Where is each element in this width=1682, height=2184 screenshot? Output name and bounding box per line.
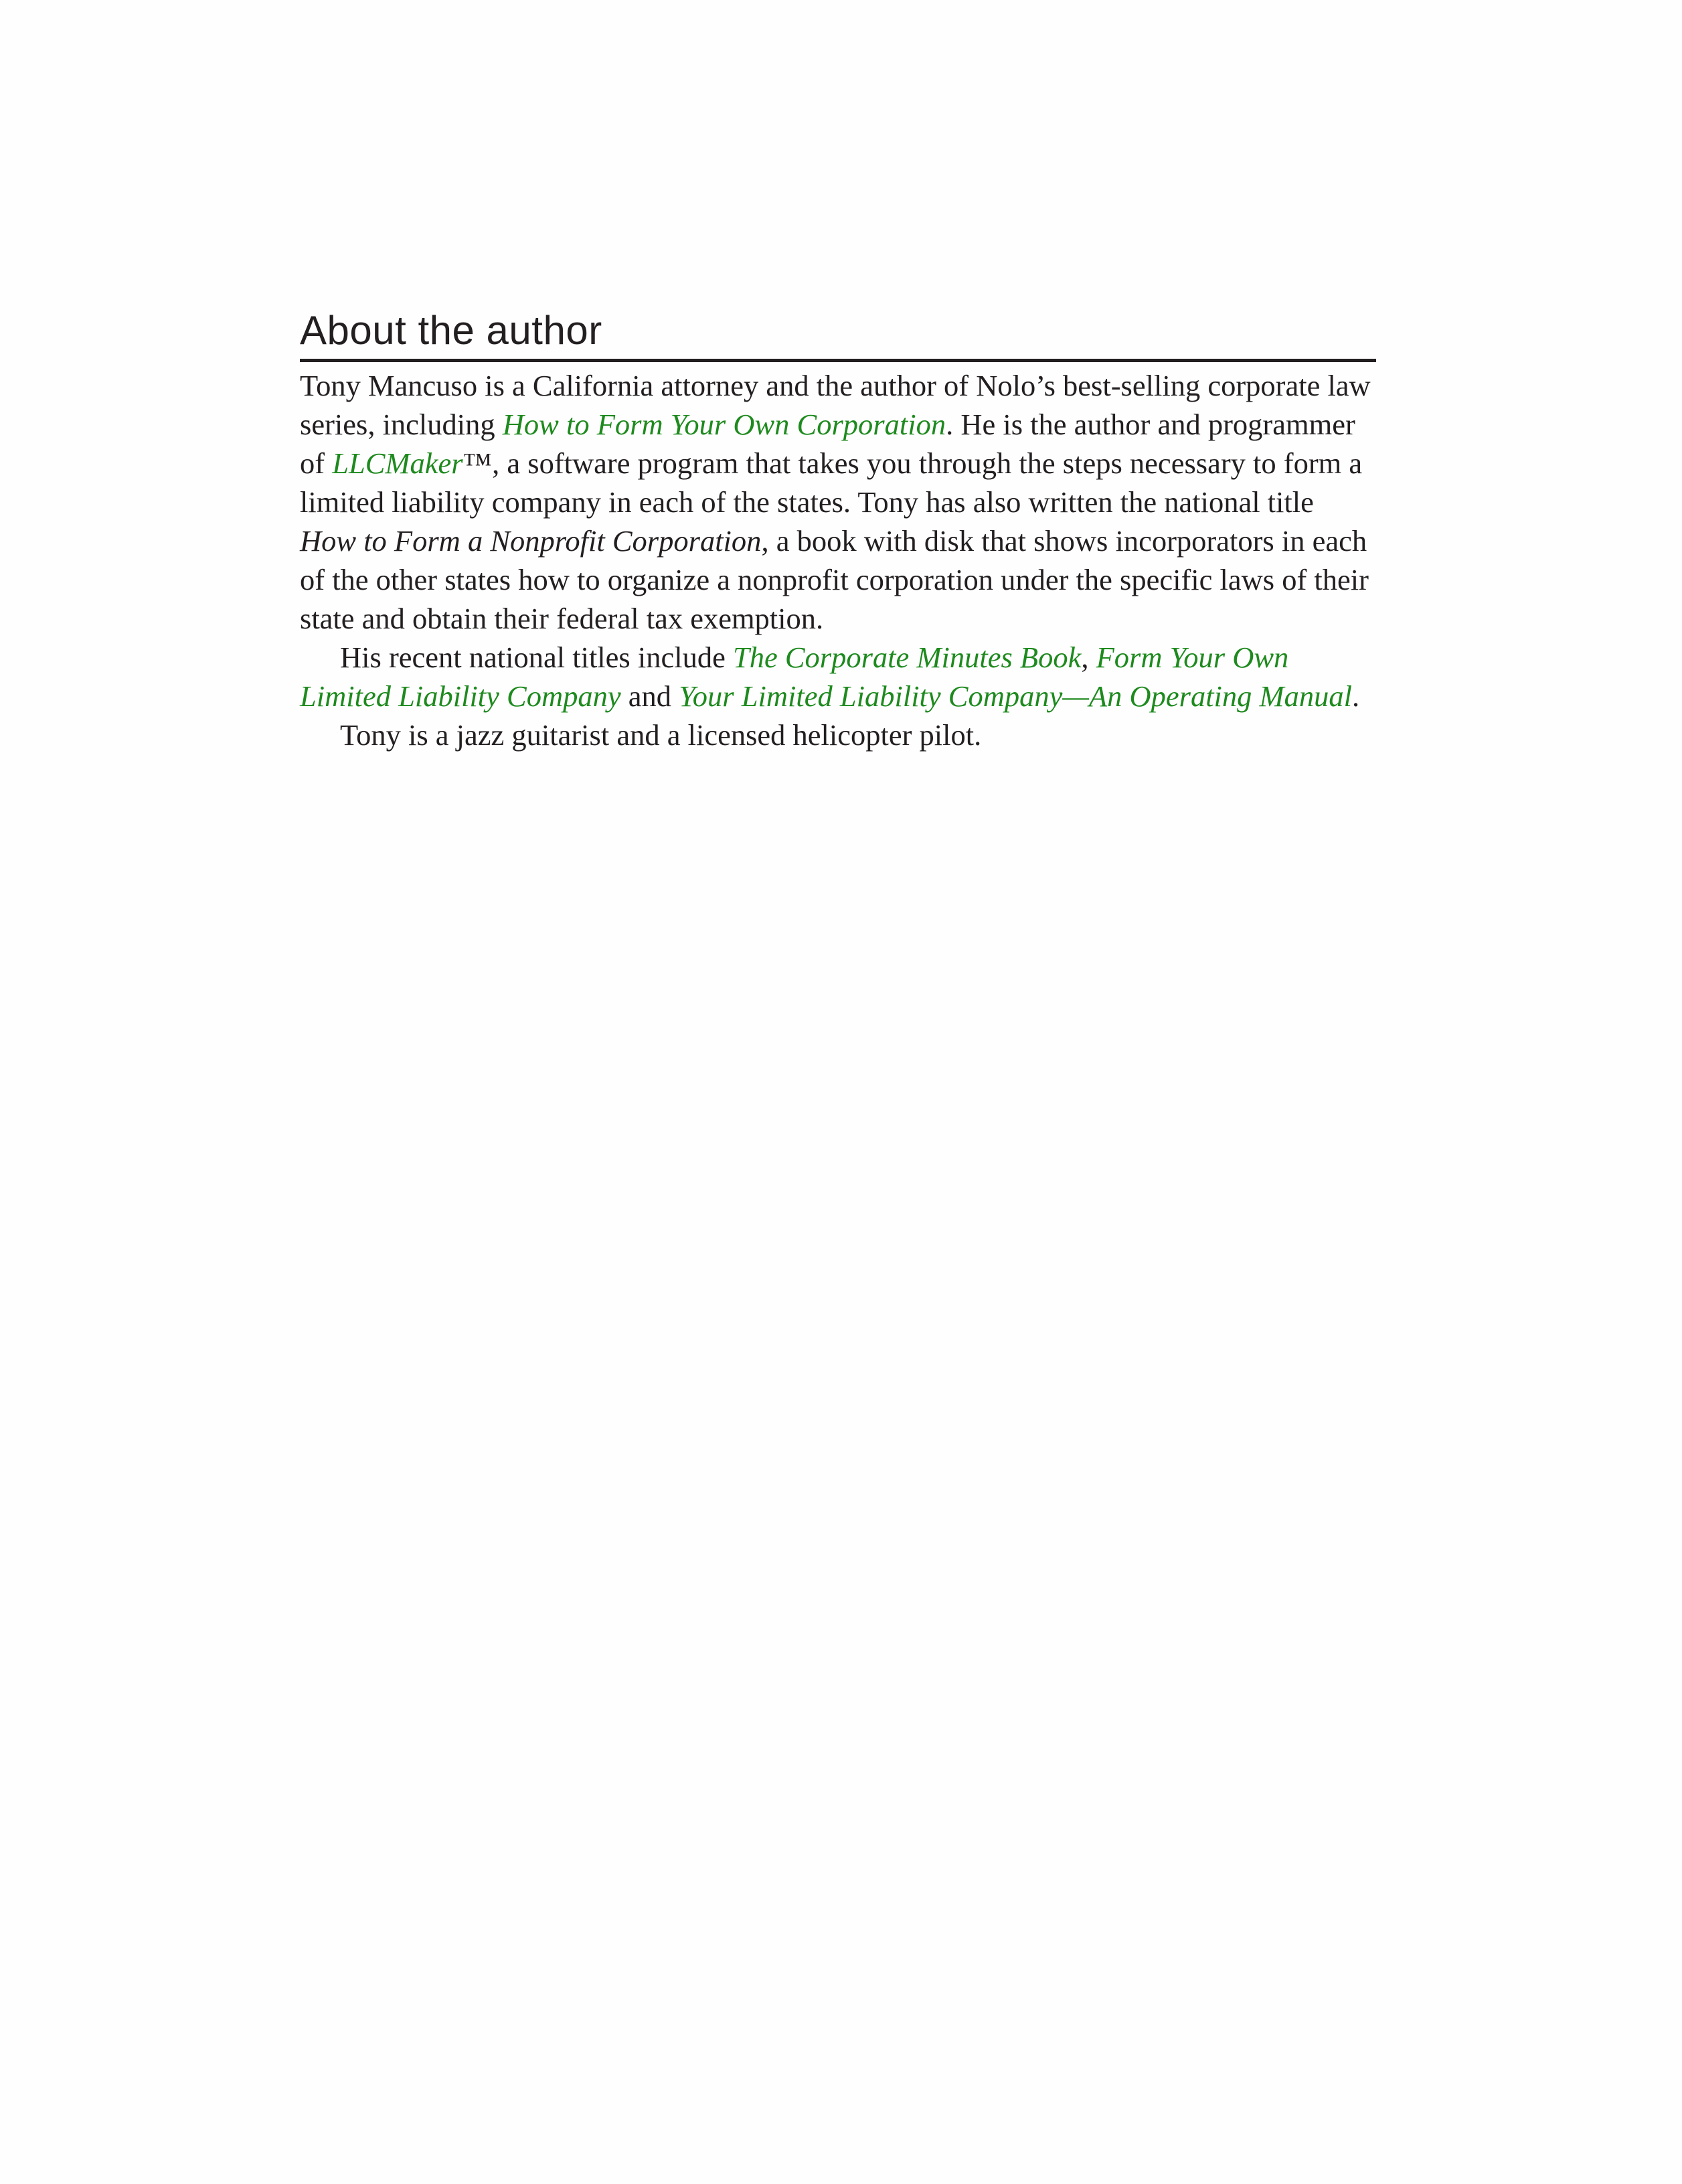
text-span: His recent national titles include [340, 641, 733, 674]
book-title-link[interactable]: The Corporate Minutes Book [732, 641, 1082, 674]
book-title-link[interactable]: Form Your Own Limited Liability Company [300, 641, 1289, 713]
text-span: Tony Mancuso is a California attorney and the author of Nolo’s best-selling corporate law series, including [300, 369, 1371, 441]
book-title-link[interactable]: How to Form Your Own Corporation [502, 408, 946, 441]
text-span: . [1351, 679, 1360, 713]
text-span: . He is the author and programmer of [300, 408, 1355, 480]
text-span: , a book with disk that shows incorporators in each of the other states how to organize a nonprofit corporation under the specific laws of their state and obtain their federal tax exemption. [300, 524, 1369, 635]
bio-paragraph-2 [300, 638, 1376, 716]
section-heading: About the author [300, 307, 1376, 362]
book-title-link[interactable]: Your Limited Liability Company—An Operating Manual [679, 679, 1352, 713]
bio-paragraph-1 [300, 366, 1376, 638]
text-span: , [1081, 641, 1096, 674]
text-span: ™, a software program that takes you through the steps necessary to form a limited liability company in each of the states. Tony has also written the national title [300, 446, 1363, 519]
software-title-link[interactable]: LLCMaker [332, 446, 463, 480]
text-span: and [620, 679, 679, 713]
about-author-section [300, 307, 1376, 754]
bio-paragraph-3: Tony is a jazz guitarist and a licensed helicopter pilot. [340, 718, 982, 752]
book-title: How to Form a Nonprofit Corporation [300, 524, 762, 558]
